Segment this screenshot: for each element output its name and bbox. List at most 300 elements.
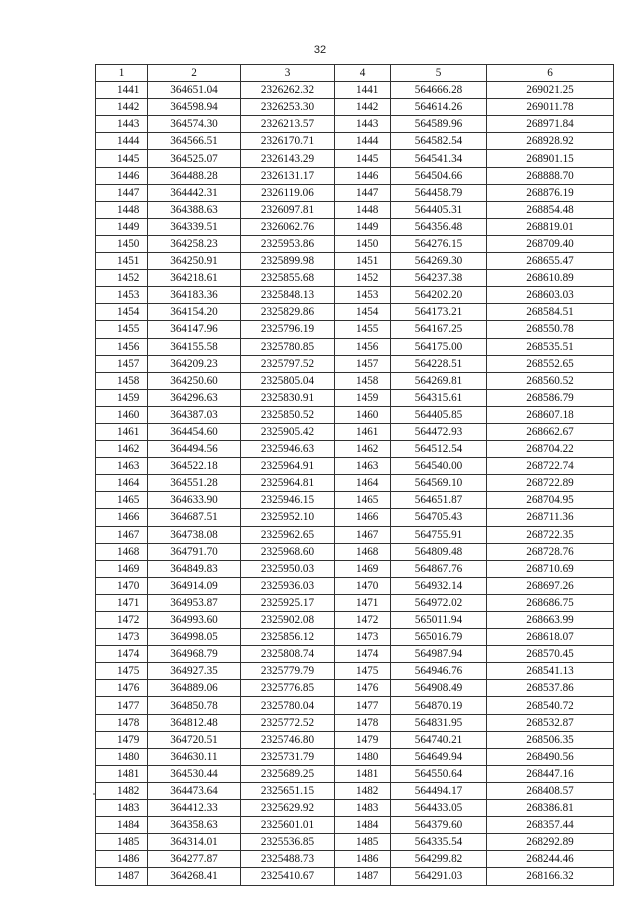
table-row (96, 133, 614, 150)
cell-x-coordinate-system-2: 564569.10 (391, 475, 487, 492)
table-row (96, 475, 614, 492)
cell-point-number: 1475 (96, 663, 148, 680)
cell-y-coordinate-system-2: 268244.46 (487, 851, 614, 868)
cell-point-number-2: 1465 (335, 492, 391, 509)
cell-point-number-2: 1468 (335, 543, 391, 560)
table-row (96, 526, 614, 543)
table-row (96, 372, 614, 389)
cell-y-coordinate-system-1: 2325797.52 (241, 355, 335, 372)
table-row (96, 201, 614, 218)
cell-point-number: 1457 (96, 355, 148, 372)
cell-point-number: 1461 (96, 423, 148, 440)
cell-x-coordinate-system-1: 364651.04 (148, 82, 241, 99)
table-row (96, 423, 614, 440)
cell-point-number: 1487 (96, 868, 148, 885)
cell-x-coordinate-system-1: 364687.51 (148, 509, 241, 526)
cell-x-coordinate-system-1: 364454.60 (148, 423, 241, 440)
cell-x-coordinate-system-2: 564291.03 (391, 868, 487, 885)
cell-x-coordinate-system-1: 364268.41 (148, 868, 241, 885)
cell-point-number-2: 1460 (335, 406, 391, 423)
cell-x-coordinate-system-2: 564649.94 (391, 748, 487, 765)
table-row (96, 509, 614, 526)
table-row (96, 99, 614, 116)
cell-point-number-2: 1457 (335, 355, 391, 372)
cell-y-coordinate-system-1: 2325953.86 (241, 235, 335, 252)
cell-point-number-2: 1484 (335, 817, 391, 834)
cell-point-number: 1454 (96, 304, 148, 321)
cell-x-coordinate-system-1: 364812.48 (148, 714, 241, 731)
cell-point-number-2: 1453 (335, 287, 391, 304)
table-row (96, 116, 614, 133)
cell-point-number: 1460 (96, 406, 148, 423)
cell-point-number-2: 1461 (335, 423, 391, 440)
cell-point-number: 1485 (96, 834, 148, 851)
cell-y-coordinate-system-2: 268292.89 (487, 834, 614, 851)
cell-y-coordinate-system-2: 268709.40 (487, 235, 614, 252)
cell-x-coordinate-system-2: 564433.05 (391, 800, 487, 817)
cell-x-coordinate-system-2: 564651.87 (391, 492, 487, 509)
cell-point-number: 1447 (96, 184, 148, 201)
table-row (96, 441, 614, 458)
table-row (96, 800, 614, 817)
cell-x-coordinate-system-2: 564540.00 (391, 458, 487, 475)
cell-x-coordinate-system-1: 364849.83 (148, 560, 241, 577)
cell-point-number-2: 1446 (335, 167, 391, 184)
table-row (96, 560, 614, 577)
cell-x-coordinate-system-1: 364630.11 (148, 748, 241, 765)
cell-point-number-2: 1444 (335, 133, 391, 150)
cell-x-coordinate-system-2: 564589.96 (391, 116, 487, 133)
cell-x-coordinate-system-1: 364889.06 (148, 680, 241, 697)
table-row (96, 646, 614, 663)
cell-y-coordinate-system-2: 268408.57 (487, 782, 614, 799)
cell-x-coordinate-system-1: 364850.78 (148, 697, 241, 714)
table-row (96, 834, 614, 851)
cell-point-number-2: 1482 (335, 782, 391, 799)
cell-y-coordinate-system-1: 2325968.60 (241, 543, 335, 560)
cell-x-coordinate-system-1: 364250.91 (148, 253, 241, 270)
cell-point-number: 1463 (96, 458, 148, 475)
cell-point-number: 1464 (96, 475, 148, 492)
cell-y-coordinate-system-1: 2326062.76 (241, 218, 335, 235)
column-header-4: 4 (335, 65, 391, 82)
cell-x-coordinate-system-1: 364998.05 (148, 629, 241, 646)
cell-y-coordinate-system-1: 2325952.10 (241, 509, 335, 526)
cell-point-number-2: 1479 (335, 731, 391, 748)
table-row (96, 389, 614, 406)
cell-y-coordinate-system-2: 268447.16 (487, 765, 614, 782)
cell-y-coordinate-system-2: 269021.25 (487, 82, 614, 99)
table-row (96, 338, 614, 355)
table-row (96, 253, 614, 270)
cell-point-number: 1476 (96, 680, 148, 697)
cell-y-coordinate-system-2: 268655.47 (487, 253, 614, 270)
cell-y-coordinate-system-1: 2325805.04 (241, 372, 335, 389)
cell-x-coordinate-system-1: 364927.35 (148, 663, 241, 680)
cell-x-coordinate-system-1: 364442.31 (148, 184, 241, 201)
cell-point-number-2: 1441 (335, 82, 391, 99)
cell-y-coordinate-system-2: 268722.89 (487, 475, 614, 492)
table-row (96, 817, 614, 834)
cell-point-number-2: 1471 (335, 594, 391, 611)
cell-y-coordinate-system-1: 2325964.81 (241, 475, 335, 492)
table-row (96, 697, 614, 714)
cell-y-coordinate-system-2: 268711.36 (487, 509, 614, 526)
cell-x-coordinate-system-2: 564269.30 (391, 253, 487, 270)
cell-y-coordinate-system-1: 2326213.57 (241, 116, 335, 133)
cell-x-coordinate-system-1: 364339.51 (148, 218, 241, 235)
table-row (96, 184, 614, 201)
cell-y-coordinate-system-1: 2325796.19 (241, 321, 335, 338)
cell-x-coordinate-system-2: 564356.48 (391, 218, 487, 235)
cell-y-coordinate-system-1: 2325950.03 (241, 560, 335, 577)
cell-x-coordinate-system-2: 564550.64 (391, 765, 487, 782)
cell-x-coordinate-system-2: 565016.79 (391, 629, 487, 646)
cell-y-coordinate-system-2: 268697.26 (487, 577, 614, 594)
cell-point-number-2: 1487 (335, 868, 391, 885)
table-row (96, 714, 614, 731)
cell-point-number-2: 1481 (335, 765, 391, 782)
cell-point-number-2: 1474 (335, 646, 391, 663)
cell-x-coordinate-system-2: 564582.54 (391, 133, 487, 150)
cell-point-number: 1479 (96, 731, 148, 748)
table-row (96, 167, 614, 184)
table-row (96, 543, 614, 560)
cell-y-coordinate-system-2: 268506.35 (487, 731, 614, 748)
cell-x-coordinate-system-2: 564269.81 (391, 372, 487, 389)
cell-y-coordinate-system-2: 268560.52 (487, 372, 614, 389)
cell-y-coordinate-system-1: 2325780.85 (241, 338, 335, 355)
cell-x-coordinate-system-2: 564987.94 (391, 646, 487, 663)
cell-y-coordinate-system-1: 2326131.17 (241, 167, 335, 184)
cell-x-coordinate-system-1: 364791.70 (148, 543, 241, 560)
cell-point-number-2: 1485 (335, 834, 391, 851)
cell-y-coordinate-system-2: 268819.01 (487, 218, 614, 235)
cell-y-coordinate-system-2: 268535.51 (487, 338, 614, 355)
cell-x-coordinate-system-2: 564504.66 (391, 167, 487, 184)
cell-y-coordinate-system-1: 2325808.74 (241, 646, 335, 663)
cell-y-coordinate-system-2: 268888.70 (487, 167, 614, 184)
cell-y-coordinate-system-2: 268584.51 (487, 304, 614, 321)
cell-point-number: 1465 (96, 492, 148, 509)
cell-y-coordinate-system-1: 2325856.12 (241, 629, 335, 646)
cell-y-coordinate-system-2: 268610.89 (487, 270, 614, 287)
coordinates-table (95, 64, 614, 886)
cell-point-number: 1466 (96, 509, 148, 526)
cell-point-number: 1442 (96, 99, 148, 116)
cell-x-coordinate-system-1: 364258.23 (148, 235, 241, 252)
cell-x-coordinate-system-1: 364473.64 (148, 782, 241, 799)
cell-x-coordinate-system-1: 364183.36 (148, 287, 241, 304)
cell-x-coordinate-system-2: 564276.15 (391, 235, 487, 252)
table-row (96, 748, 614, 765)
cell-y-coordinate-system-2: 268728.76 (487, 543, 614, 560)
table-row (96, 663, 614, 680)
cell-y-coordinate-system-1: 2325772.52 (241, 714, 335, 731)
cell-point-number: 1480 (96, 748, 148, 765)
cell-point-number: 1458 (96, 372, 148, 389)
cell-point-number-2: 1469 (335, 560, 391, 577)
table-row (96, 270, 614, 287)
cell-y-coordinate-system-1: 2325779.79 (241, 663, 335, 680)
cell-x-coordinate-system-2: 564167.25 (391, 321, 487, 338)
cell-y-coordinate-system-1: 2325746.80 (241, 731, 335, 748)
table-row (96, 765, 614, 782)
cell-point-number: 1443 (96, 116, 148, 133)
column-header-2: 2 (148, 65, 241, 82)
cell-y-coordinate-system-1: 2325962.65 (241, 526, 335, 543)
table-body (96, 82, 614, 885)
cell-x-coordinate-system-2: 564173.21 (391, 304, 487, 321)
cell-point-number-2: 1477 (335, 697, 391, 714)
cell-point-number: 1456 (96, 338, 148, 355)
cell-point-number: 1467 (96, 526, 148, 543)
table-row (96, 577, 614, 594)
cell-point-number-2: 1486 (335, 851, 391, 868)
cell-y-coordinate-system-1: 2326170.71 (241, 133, 335, 150)
cell-point-number-2: 1454 (335, 304, 391, 321)
cell-x-coordinate-system-2: 564666.28 (391, 82, 487, 99)
scan-speck (93, 793, 95, 795)
cell-x-coordinate-system-1: 364738.08 (148, 526, 241, 543)
cell-point-number-2: 1456 (335, 338, 391, 355)
cell-x-coordinate-system-1: 364914.09 (148, 577, 241, 594)
cell-y-coordinate-system-1: 2325776.85 (241, 680, 335, 697)
cell-point-number: 1472 (96, 612, 148, 629)
cell-y-coordinate-system-1: 2325780.04 (241, 697, 335, 714)
cell-y-coordinate-system-2: 268722.35 (487, 526, 614, 543)
table-row (96, 304, 614, 321)
cell-point-number: 1455 (96, 321, 148, 338)
cell-x-coordinate-system-1: 364314.01 (148, 834, 241, 851)
cell-point-number: 1453 (96, 287, 148, 304)
cell-point-number-2: 1483 (335, 800, 391, 817)
cell-x-coordinate-system-2: 564755.91 (391, 526, 487, 543)
cell-y-coordinate-system-1: 2326143.29 (241, 150, 335, 167)
cell-point-number-2: 1470 (335, 577, 391, 594)
cell-point-number-2: 1480 (335, 748, 391, 765)
cell-point-number-2: 1449 (335, 218, 391, 235)
cell-y-coordinate-system-2: 268541.13 (487, 663, 614, 680)
table-row (96, 235, 614, 252)
page-number: 32 (313, 44, 327, 56)
table-row (96, 594, 614, 611)
cell-x-coordinate-system-1: 364250.60 (148, 372, 241, 389)
table-row (96, 321, 614, 338)
cell-point-number-2: 1451 (335, 253, 391, 270)
cell-y-coordinate-system-1: 2325651.15 (241, 782, 335, 799)
cell-y-coordinate-system-2: 268876.19 (487, 184, 614, 201)
cell-y-coordinate-system-2: 268586.79 (487, 389, 614, 406)
cell-x-coordinate-system-1: 364155.58 (148, 338, 241, 355)
cell-y-coordinate-system-2: 268686.75 (487, 594, 614, 611)
cell-y-coordinate-system-1: 2325830.91 (241, 389, 335, 406)
cell-y-coordinate-system-1: 2325410.67 (241, 868, 335, 885)
cell-y-coordinate-system-2: 268540.72 (487, 697, 614, 714)
cell-point-number-2: 1447 (335, 184, 391, 201)
cell-point-number: 1441 (96, 82, 148, 99)
table-row (96, 731, 614, 748)
cell-y-coordinate-system-2: 268704.22 (487, 441, 614, 458)
cell-x-coordinate-system-1: 364566.51 (148, 133, 241, 150)
cell-x-coordinate-system-2: 564405.31 (391, 201, 487, 218)
cell-x-coordinate-system-1: 364574.30 (148, 116, 241, 133)
cell-y-coordinate-system-1: 2326253.30 (241, 99, 335, 116)
cell-y-coordinate-system-1: 2325946.15 (241, 492, 335, 509)
cell-point-number: 1452 (96, 270, 148, 287)
cell-y-coordinate-system-2: 268386.81 (487, 800, 614, 817)
cell-x-coordinate-system-2: 564335.54 (391, 834, 487, 851)
cell-x-coordinate-system-2: 564932.14 (391, 577, 487, 594)
cell-y-coordinate-system-1: 2326262.32 (241, 82, 335, 99)
cell-y-coordinate-system-1: 2325905.42 (241, 423, 335, 440)
cell-x-coordinate-system-1: 364488.28 (148, 167, 241, 184)
cell-y-coordinate-system-1: 2325855.68 (241, 270, 335, 287)
cell-y-coordinate-system-2: 268704.95 (487, 492, 614, 509)
cell-x-coordinate-system-2: 564946.76 (391, 663, 487, 680)
cell-y-coordinate-system-2: 268570.45 (487, 646, 614, 663)
cell-y-coordinate-system-1: 2325936.03 (241, 577, 335, 594)
table-row (96, 782, 614, 799)
cell-point-number-2: 1472 (335, 612, 391, 629)
cell-x-coordinate-system-1: 364633.90 (148, 492, 241, 509)
cell-y-coordinate-system-1: 2325925.17 (241, 594, 335, 611)
header-row (96, 65, 614, 82)
cell-point-number: 1446 (96, 167, 148, 184)
cell-x-coordinate-system-1: 364968.79 (148, 646, 241, 663)
cell-point-number: 1444 (96, 133, 148, 150)
cell-point-number-2: 1448 (335, 201, 391, 218)
cell-x-coordinate-system-1: 364993.60 (148, 612, 241, 629)
cell-x-coordinate-system-1: 364551.28 (148, 475, 241, 492)
cell-point-number: 1451 (96, 253, 148, 270)
cell-point-number-2: 1443 (335, 116, 391, 133)
cell-point-number-2: 1473 (335, 629, 391, 646)
cell-y-coordinate-system-2: 268971.84 (487, 116, 614, 133)
cell-point-number: 1478 (96, 714, 148, 731)
cell-x-coordinate-system-2: 564908.49 (391, 680, 487, 697)
cell-x-coordinate-system-1: 364530.44 (148, 765, 241, 782)
cell-x-coordinate-system-2: 564494.17 (391, 782, 487, 799)
cell-x-coordinate-system-1: 364388.63 (148, 201, 241, 218)
cell-point-number-2: 1462 (335, 441, 391, 458)
cell-y-coordinate-system-1: 2325848.13 (241, 287, 335, 304)
cell-x-coordinate-system-1: 364522.18 (148, 458, 241, 475)
cell-point-number: 1486 (96, 851, 148, 868)
table-row (96, 82, 614, 99)
cell-y-coordinate-system-2: 268537.86 (487, 680, 614, 697)
cell-x-coordinate-system-2: 564972.02 (391, 594, 487, 611)
cell-point-number-2: 1478 (335, 714, 391, 731)
cell-y-coordinate-system-1: 2325850.52 (241, 406, 335, 423)
cell-point-number-2: 1455 (335, 321, 391, 338)
table-row (96, 150, 614, 167)
table-row (96, 492, 614, 509)
cell-y-coordinate-system-2: 268490.56 (487, 748, 614, 765)
cell-point-number: 1445 (96, 150, 148, 167)
cell-x-coordinate-system-1: 364218.61 (148, 270, 241, 287)
table-row (96, 629, 614, 646)
cell-y-coordinate-system-2: 268618.07 (487, 629, 614, 646)
cell-y-coordinate-system-1: 2325902.08 (241, 612, 335, 629)
table-row (96, 680, 614, 697)
cell-y-coordinate-system-2: 268552.65 (487, 355, 614, 372)
cell-x-coordinate-system-1: 364720.51 (148, 731, 241, 748)
table-row (96, 406, 614, 423)
cell-y-coordinate-system-2: 268901.15 (487, 150, 614, 167)
cell-y-coordinate-system-2: 268603.03 (487, 287, 614, 304)
cell-x-coordinate-system-2: 564870.19 (391, 697, 487, 714)
cell-x-coordinate-system-1: 364147.96 (148, 321, 241, 338)
cell-x-coordinate-system-2: 564541.34 (391, 150, 487, 167)
cell-point-number: 1468 (96, 543, 148, 560)
cell-y-coordinate-system-2: 268607.18 (487, 406, 614, 423)
cell-point-number-2: 1467 (335, 526, 391, 543)
cell-x-coordinate-system-2: 564405.85 (391, 406, 487, 423)
cell-y-coordinate-system-1: 2325488.73 (241, 851, 335, 868)
cell-point-number-2: 1458 (335, 372, 391, 389)
cell-x-coordinate-system-1: 364598.94 (148, 99, 241, 116)
cell-y-coordinate-system-1: 2325536.85 (241, 834, 335, 851)
cell-x-coordinate-system-1: 364494.56 (148, 441, 241, 458)
cell-y-coordinate-system-2: 268710.69 (487, 560, 614, 577)
cell-y-coordinate-system-2: 268854.48 (487, 201, 614, 218)
cell-x-coordinate-system-2: 564228.51 (391, 355, 487, 372)
cell-x-coordinate-system-1: 364387.03 (148, 406, 241, 423)
column-header-3: 3 (241, 65, 335, 82)
cell-y-coordinate-system-2: 268722.74 (487, 458, 614, 475)
table-row (96, 868, 614, 885)
cell-point-number-2: 1442 (335, 99, 391, 116)
cell-point-number: 1477 (96, 697, 148, 714)
cell-point-number: 1470 (96, 577, 148, 594)
cell-x-coordinate-system-2: 564299.82 (391, 851, 487, 868)
cell-x-coordinate-system-1: 364525.07 (148, 150, 241, 167)
cell-x-coordinate-system-2: 564614.26 (391, 99, 487, 116)
table-row (96, 355, 614, 372)
cell-x-coordinate-system-2: 564809.48 (391, 543, 487, 560)
cell-x-coordinate-system-1: 364209.23 (148, 355, 241, 372)
cell-x-coordinate-system-1: 364154.20 (148, 304, 241, 321)
cell-point-number-2: 1476 (335, 680, 391, 697)
table-row (96, 851, 614, 868)
cell-y-coordinate-system-1: 2325629.92 (241, 800, 335, 817)
cell-point-number: 1449 (96, 218, 148, 235)
cell-y-coordinate-system-1: 2325946.63 (241, 441, 335, 458)
cell-point-number: 1450 (96, 235, 148, 252)
cell-point-number: 1462 (96, 441, 148, 458)
cell-point-number: 1473 (96, 629, 148, 646)
cell-y-coordinate-system-1: 2326119.06 (241, 184, 335, 201)
cell-point-number: 1469 (96, 560, 148, 577)
table-header (96, 65, 614, 82)
column-header-6: 6 (487, 65, 614, 82)
cell-y-coordinate-system-2: 268663.99 (487, 612, 614, 629)
cell-x-coordinate-system-2: 564458.79 (391, 184, 487, 201)
cell-point-number-2: 1450 (335, 235, 391, 252)
cell-y-coordinate-system-1: 2325899.98 (241, 253, 335, 270)
cell-point-number-2: 1445 (335, 150, 391, 167)
cell-x-coordinate-system-1: 364358.63 (148, 817, 241, 834)
cell-x-coordinate-system-2: 564512.54 (391, 441, 487, 458)
cell-point-number: 1482 (96, 782, 148, 799)
cell-y-coordinate-system-2: 268550.78 (487, 321, 614, 338)
cell-y-coordinate-system-1: 2325601.01 (241, 817, 335, 834)
cell-x-coordinate-system-2: 565011.94 (391, 612, 487, 629)
cell-y-coordinate-system-2: 268928.92 (487, 133, 614, 150)
table-row (96, 287, 614, 304)
cell-point-number-2: 1475 (335, 663, 391, 680)
